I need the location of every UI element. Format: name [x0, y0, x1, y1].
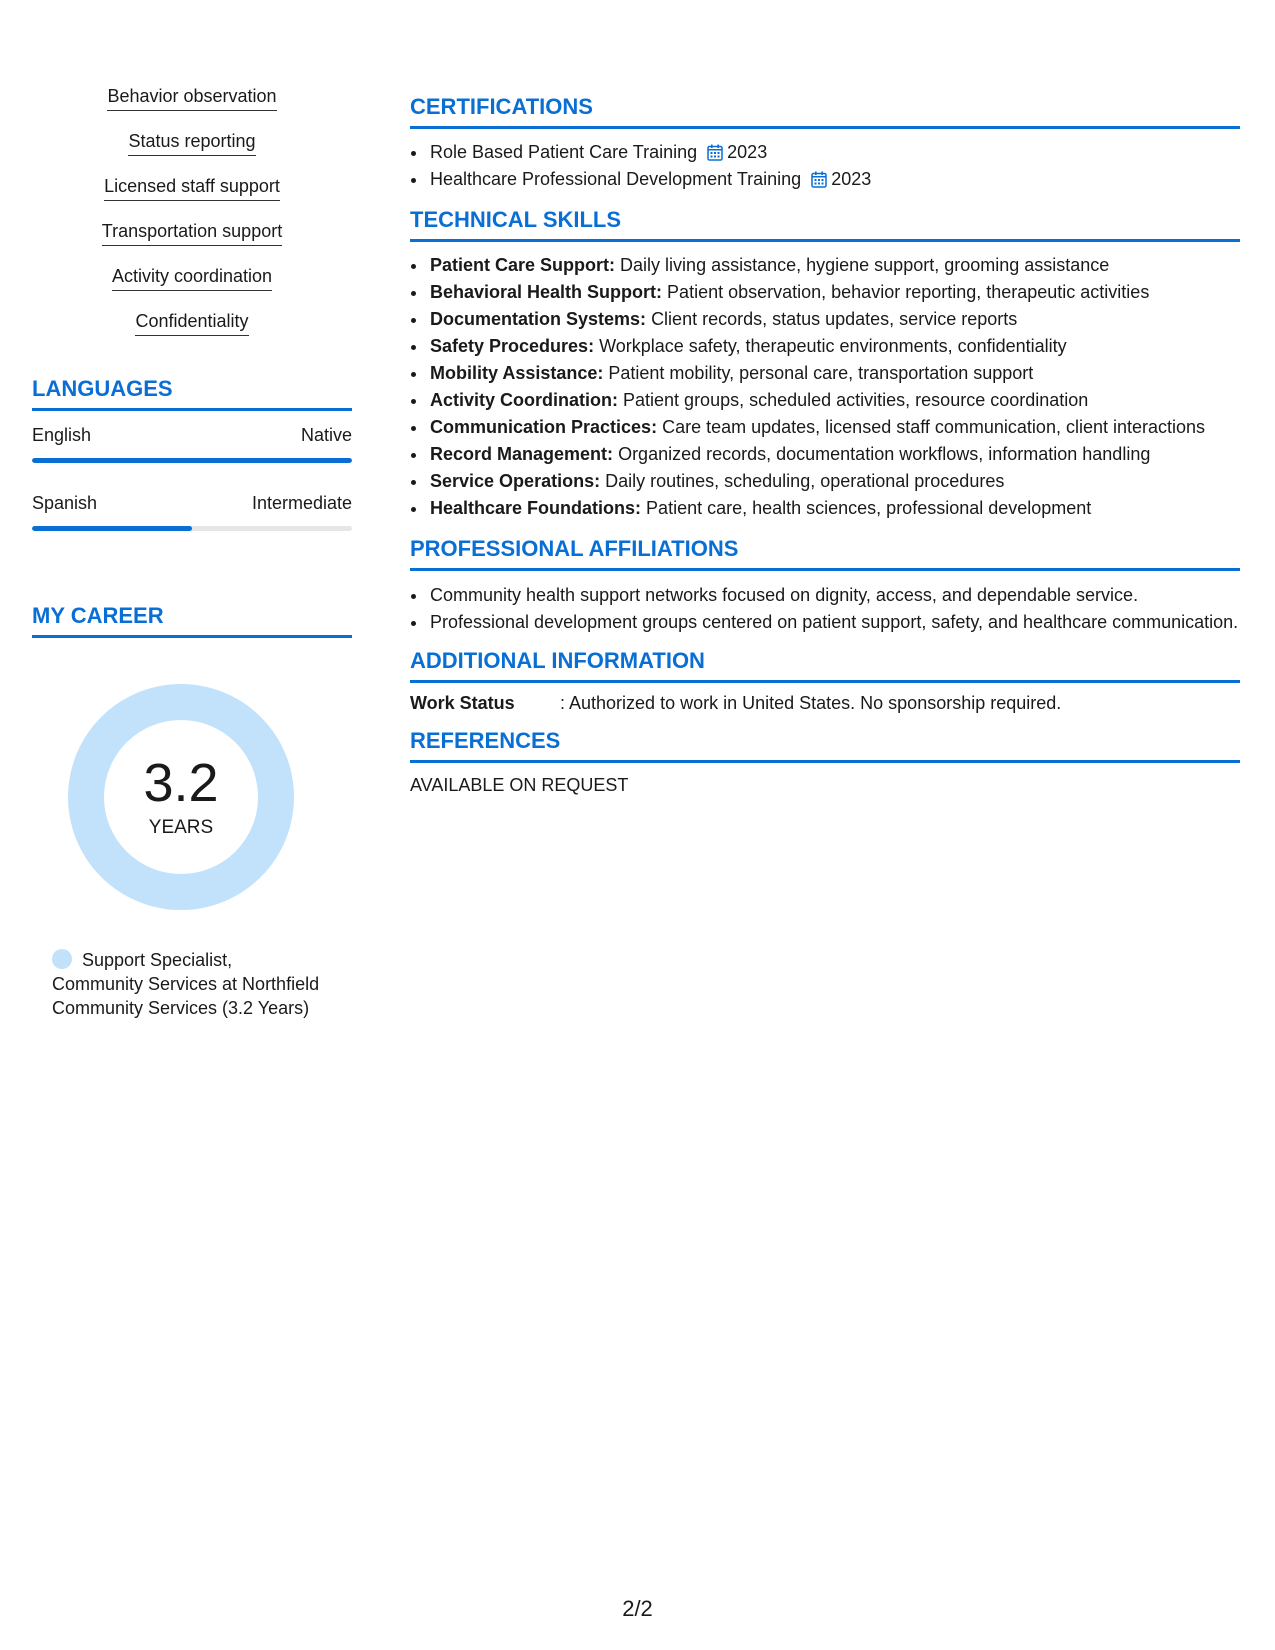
- certifications-list: [410, 139, 1240, 193]
- certification-year: 2023: [831, 169, 872, 189]
- career-entry: Support Specialist, Community Services at Northfield Community Services (3.2 Years): [52, 950, 320, 1018]
- additional-info-title: ADDITIONAL INFORMATION: [410, 648, 1240, 683]
- affiliations-title: PROFESSIONAL AFFILIATIONS: [410, 536, 1240, 571]
- technical-skill-item: • Communication Practices: Care team updates, licensed staff communication, client interactions: [428, 414, 1240, 441]
- skills-list: [32, 86, 352, 336]
- technical-skill-item: • Service Operations: Daily routines, scheduling, operational procedures: [428, 468, 1240, 495]
- technical-skill-item: • Patient Care Support: Daily living assistance, hygiene support, grooming assistance: [428, 252, 1240, 279]
- technical-skill-item: • Healthcare Foundations: Patient care, health sciences, professional development: [428, 495, 1240, 522]
- language-name: Spanish: [32, 493, 98, 513]
- page-number: 2/2: [622, 1596, 653, 1621]
- technical-skill-item: • Record Management: Organized records, documentation workflows, information handling: [428, 441, 1240, 468]
- technical-skill-item: • Mobility Assistance: Patient mobility, personal care, transportation support: [428, 360, 1240, 387]
- work-status-row: [410, 693, 1240, 714]
- career-years-value: 3.2: [143, 753, 219, 813]
- technical-skill-item: • Behavioral Health Support: Patient observation, behavior reporting, therapeutic activities: [428, 279, 1240, 306]
- affiliation-item: • Community health support networks focused on dignity, access, and dependable service.: [428, 583, 1240, 607]
- language-bar: [32, 526, 352, 531]
- language-bar-fill: [32, 526, 192, 531]
- work-status-value: : Authorized to work in United States. No sponsorship required.: [560, 693, 1062, 713]
- language-spanish: [32, 493, 352, 531]
- career-years-unit: YEARS: [148, 817, 214, 838]
- career-title: MY CAREER: [32, 603, 352, 638]
- certifications-title: CERTIFICATIONS: [410, 94, 1240, 129]
- calendar-icon: [811, 171, 827, 188]
- technical-skills-title: TECHNICAL SKILLS: [410, 207, 1240, 242]
- certification-item: • Role Based Patient Care Training 2023: [428, 139, 1240, 166]
- skill-item: Licensed staff support: [32, 176, 352, 201]
- skill-item: Status reporting: [32, 131, 352, 156]
- references-title: REFERENCES: [410, 728, 1240, 763]
- legend-dot: [52, 949, 72, 969]
- affiliation-item: • Professional development groups centered on patient support, safety, and healthcare communication.: [428, 610, 1240, 634]
- affiliations-list: [410, 583, 1240, 634]
- skill-item: Transportation support: [32, 221, 352, 246]
- technical-skills-list: [410, 252, 1240, 522]
- calendar-icon: [707, 144, 723, 161]
- skill-item: Confidentiality: [32, 311, 352, 336]
- certification-year: 2023: [727, 142, 768, 162]
- technical-skill-item: • Safety Procedures: Workplace safety, therapeutic environments, confidentiality: [428, 333, 1240, 360]
- language-bar-fill: [32, 458, 352, 463]
- language-level: Native: [300, 425, 352, 445]
- language-bar: [32, 458, 352, 463]
- left-column: [32, 86, 352, 1020]
- language-english: [32, 425, 352, 463]
- career-legend: [52, 948, 322, 1020]
- right-column: [410, 94, 1240, 796]
- technical-skill-item: • Documentation Systems: Client records, status updates, service reports: [428, 306, 1240, 333]
- language-level: Intermediate: [251, 493, 352, 513]
- career-donut: [66, 682, 296, 912]
- skill-item: Behavior observation: [32, 86, 352, 111]
- certification-item: • Healthcare Professional Development Training 2023: [428, 166, 1240, 193]
- languages-title: LANGUAGES: [32, 376, 352, 411]
- skill-item: Activity coordination: [32, 266, 352, 291]
- work-status-label: Work Status: [410, 693, 515, 713]
- language-name: English: [32, 425, 92, 445]
- references-text: AVAILABLE ON REQUEST: [410, 775, 629, 795]
- technical-skill-item: • Activity Coordination: Patient groups, scheduled activities, resource coordination: [428, 387, 1240, 414]
